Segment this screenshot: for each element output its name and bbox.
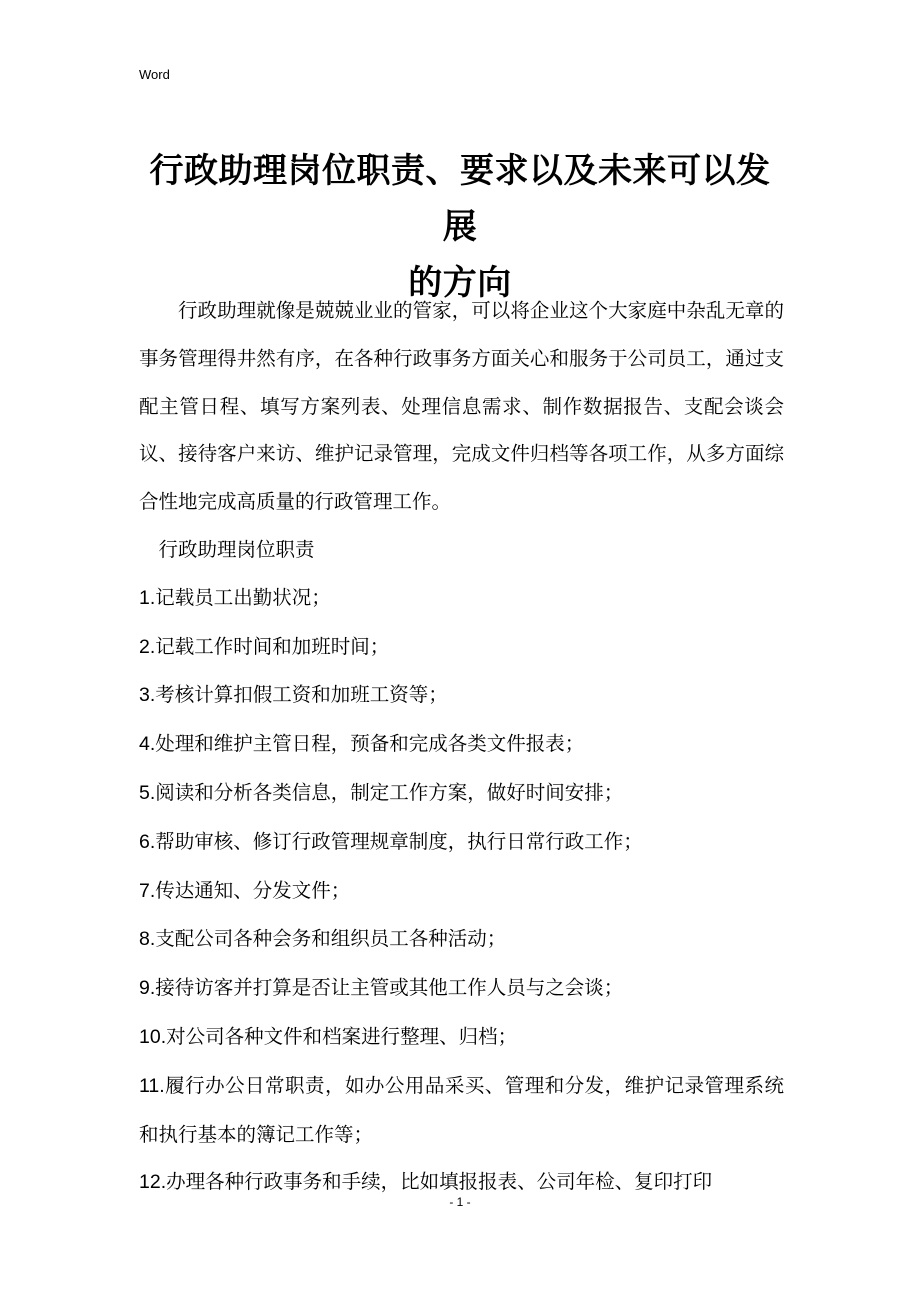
list-item-number: 1. xyxy=(139,586,156,609)
list-item-number: 12. xyxy=(139,1171,167,1194)
document-title xyxy=(139,143,781,311)
list-item-number: 8. xyxy=(139,928,156,951)
list-item-text: 履行办公日常职责，如办公用品采买、管理和分发，维护记录管理系统和执行基本的簿记工作等； xyxy=(139,1073,784,1146)
list-item-text: 记载员工出勤状况； xyxy=(155,585,331,609)
list-item-text: 支配公司各种会务和组织员工各种活动； xyxy=(155,927,507,951)
list-item xyxy=(139,964,784,1013)
list-item xyxy=(139,720,784,769)
list-item-text: 记载工作时间和加班时间； xyxy=(155,634,390,658)
list-item xyxy=(139,623,784,672)
list-item-number: 10. xyxy=(139,1025,167,1048)
list-item-number: 11. xyxy=(139,1074,165,1097)
list-item xyxy=(139,1062,784,1159)
list-item xyxy=(139,867,784,916)
list-item-number: 2. xyxy=(139,635,156,658)
list-item-number: 6. xyxy=(139,830,156,853)
list-item xyxy=(139,915,784,964)
list-item xyxy=(139,671,784,720)
intro-paragraph: 行政助理就像是兢兢业业的管家，可以将企业这个大家庭中杂乱无章的事务管理得井然有序，在各种行政事务方面关心和服务于公司员工，通过支配主管日程、填写方案列表、处理信息需求、制作数据报告、支配会谈会议、接待客户来访、维护记录管理，完成文件归档等各项工作，从多方面综合性地完成高质量的行政管理工作。 xyxy=(139,299,784,514)
list-item-text: 阅读和分析各类信息，制定工作方案，做好时间安排； xyxy=(155,780,624,804)
list-item-number: 4. xyxy=(139,733,156,756)
list-item-text: 对公司各种文件和档案进行整理、归档； xyxy=(166,1024,518,1048)
title-line-2: 的方向 xyxy=(408,263,512,303)
list-item-text: 帮助审核、修订行政管理规章制度，执行日常行政工作； xyxy=(155,829,643,853)
list-item xyxy=(139,1013,784,1062)
title-line-1: 行政助理岗位职责、要求以及未来可以发展 xyxy=(149,151,771,247)
list-item-number: 5. xyxy=(139,781,156,804)
list-item-text: 处理和维护主管日程，预备和完成各类文件报表； xyxy=(155,732,585,756)
list-item-text: 传达通知、分发文件； xyxy=(155,878,351,902)
list-item-number: 7. xyxy=(139,879,156,902)
list-item-text: 接待访客并打算是否让主管或其他工作人员与之会谈； xyxy=(155,976,624,1000)
list-item-text: 考核计算扣假工资和加班工资等； xyxy=(155,683,448,707)
list-item xyxy=(139,769,784,818)
header-label: Word xyxy=(139,67,170,82)
list-item-text: 办理各种行政事务和手续，比如填报报表、公司年检、复印打印 xyxy=(166,1170,713,1194)
page-number: - 1 - xyxy=(449,1195,471,1209)
list-item-number: 3. xyxy=(139,684,156,707)
list-item xyxy=(139,574,784,623)
section-heading: 行政助理岗位职责 xyxy=(158,537,315,561)
list-item xyxy=(139,818,784,867)
list-item-number: 9. xyxy=(139,977,156,1000)
document-body xyxy=(139,287,784,1207)
